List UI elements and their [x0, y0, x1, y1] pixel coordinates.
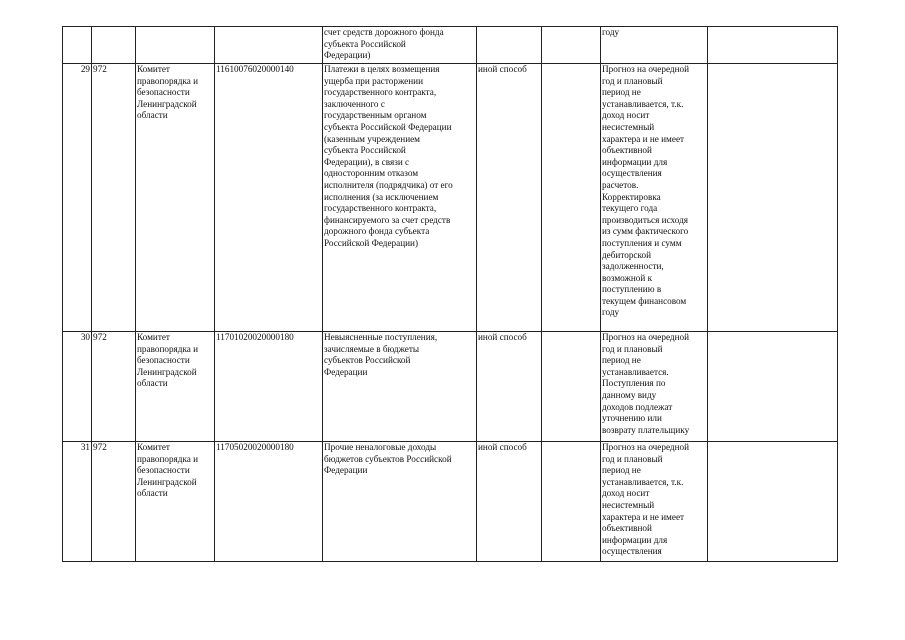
kbk-code: 11705020020000180	[215, 442, 323, 562]
forecast-method: иной способ	[477, 442, 542, 562]
empty-cell	[542, 332, 601, 442]
income-name: Невыясненные поступления, зачисляемые в бюджеты субъектов Российской Федерации	[323, 332, 477, 442]
row-number: 31	[63, 442, 92, 562]
empty-cell	[542, 64, 601, 332]
row-number: 30	[63, 332, 92, 442]
admin-code: 972	[92, 442, 136, 562]
kbk-code: 11701020020000180	[215, 332, 323, 442]
forecast-method: иной способ	[477, 332, 542, 442]
income-name: счет средств дорожного фонда субъекта Российской Федерации)	[323, 27, 477, 64]
income-name: Платежи в целях возмещения ущерба при расторжении государственного контракта, заключенного с государственным органом субъекта Российской Федерации (казенным учреждением субъекта Российской Федерации), в связи с односторонним отказом исполнителя (подрядчика) от его исполнения (за исключением государственного контракта, финансируемого за счет средств дорожного фонда субъекта Российской Федерации)	[323, 64, 477, 332]
empty-cell	[708, 332, 838, 442]
row-number: 29	[63, 64, 92, 332]
empty-cell	[542, 27, 601, 64]
empty-cell	[708, 442, 838, 562]
table-row	[63, 332, 838, 442]
admin-name: Комитет правопорядка и безопасности Ленинградской области	[136, 332, 215, 442]
income-name: Прочие неналоговые доходы бюджетов субъектов Российской Федерации	[323, 442, 477, 562]
forecast-method: иной способ	[477, 64, 542, 332]
income-forecast-table	[62, 26, 838, 562]
admin-name	[136, 27, 215, 64]
forecast-method	[477, 27, 542, 64]
admin-name: Комитет правопорядка и безопасности Ленинградской области	[136, 64, 215, 332]
empty-cell	[708, 64, 838, 332]
forecast-note: Прогноз на очередной год и плановый период не устанавливается, т.к. доход носит несистемный характера и не имеет объективной информации для осуществления	[601, 442, 708, 562]
empty-cell	[708, 27, 838, 64]
admin-code: 972	[92, 332, 136, 442]
table-row	[63, 442, 838, 562]
table-row	[63, 64, 838, 332]
row-number	[63, 27, 92, 64]
forecast-note: Прогноз на очередной год и плановый период не устанавливается, т.к. доход носит несистемный характера и не имеет объективной информации для осуществления расчетов. Корректировка текущего года производиться исходя из сумм фактического поступления и сумм дебиторской задолженности, возможной к поступлению в текущем финансовом году	[601, 64, 708, 332]
kbk-code	[215, 27, 323, 64]
admin-code: 972	[92, 64, 136, 332]
admin-name: Комитет правопорядка и безопасности Ленинградской области	[136, 442, 215, 562]
forecast-note: году	[601, 27, 708, 64]
kbk-code: 11610076020000140	[215, 64, 323, 332]
forecast-note: Прогноз на очередной год и плановый период не устанавливается. Поступления по данному виду доходов подлежат уточнению или возврату плательщику	[601, 332, 708, 442]
table-row	[63, 27, 838, 64]
empty-cell	[542, 442, 601, 562]
admin-code	[92, 27, 136, 64]
